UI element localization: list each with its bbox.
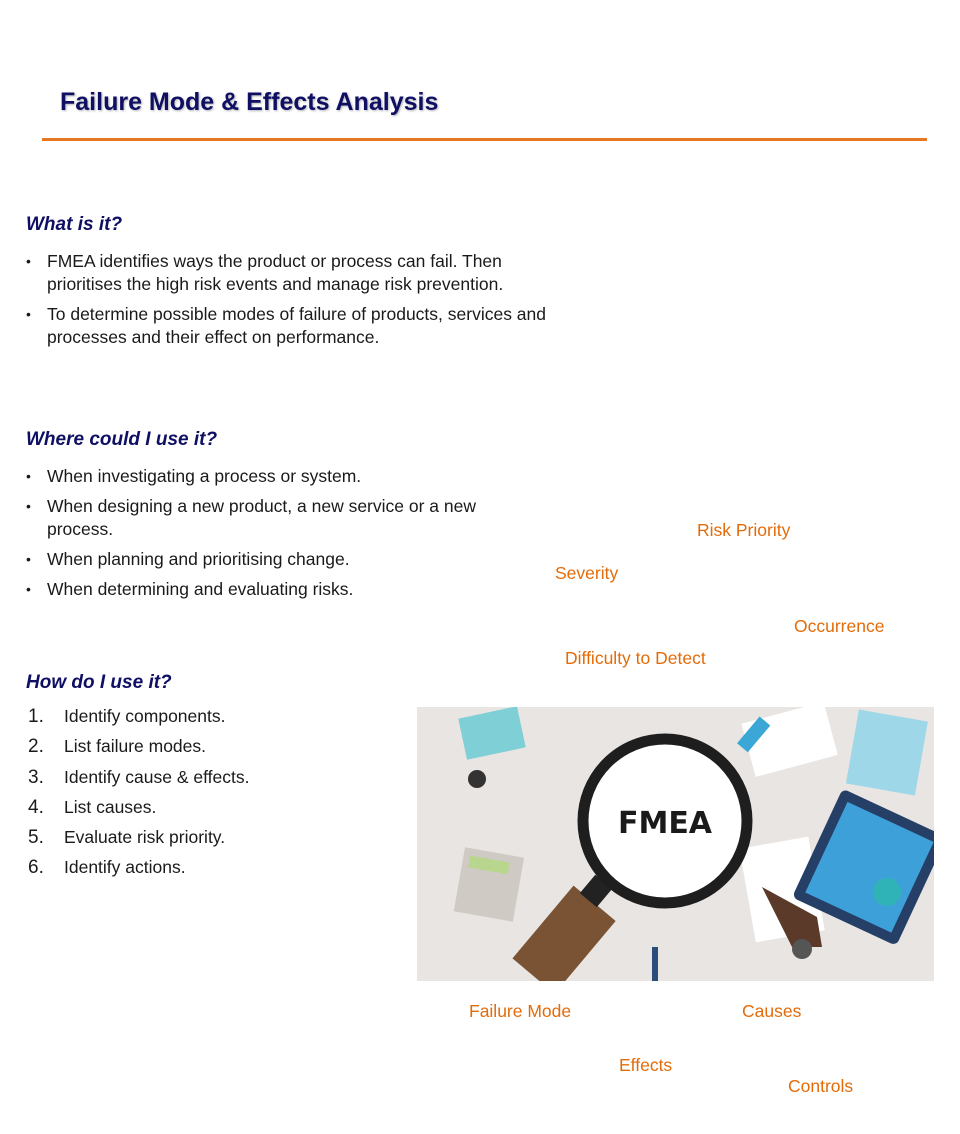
label-effects: Effects <box>619 1055 673 1075</box>
fmea-illustration <box>417 707 934 981</box>
title-divider <box>42 138 927 141</box>
bullet-icon: • <box>26 498 31 514</box>
what-list <box>26 250 546 356</box>
label-causes: Causes <box>742 1001 802 1021</box>
fmea-text: FMEA <box>617 806 713 841</box>
step-item: 5. Evaluate risk priority. <box>28 827 226 849</box>
label-occurrence: Occurrence <box>794 616 885 636</box>
label-failure-mode: Failure Mode <box>469 1001 572 1021</box>
bullet-icon: • <box>26 581 31 597</box>
label-difficulty-to-detect: Difficulty to Detect <box>565 648 706 668</box>
step-item: 1. Identify components. <box>28 706 226 727</box>
label-controls: Controls <box>788 1076 854 1096</box>
list-item: • To determine possible modes of failure of products, services and processes and their effect on performance. <box>26 304 547 347</box>
bullet-icon: • <box>26 306 31 322</box>
list-item: • When planning and prioritising change. <box>26 549 350 569</box>
list-item: • When investigating a process or system. <box>26 466 362 486</box>
label-risk-priority: Risk Priority <box>697 520 791 540</box>
where-list <box>26 465 516 608</box>
step-item: 2. List failure modes. <box>28 736 207 758</box>
page-title: Failure Mode & Effects Analysis <box>60 88 439 116</box>
bullet-icon: • <box>26 551 31 567</box>
calculator-icon <box>454 847 524 921</box>
list-item: • When determining and evaluating risks. <box>26 579 354 599</box>
how-heading: How do I use it? <box>26 672 172 693</box>
list-item: • When designing a new product, a new service or a new process. <box>26 496 476 539</box>
bullet-icon: • <box>26 468 31 484</box>
watch-icon <box>468 770 486 788</box>
paper-icon <box>846 709 928 795</box>
step-item: 4. List causes. <box>28 796 157 818</box>
step-item: 3. Identify cause & effects. <box>28 766 250 788</box>
where-heading: Where could I use it? <box>26 429 218 450</box>
step-item: 6. Identify actions. <box>28 857 186 879</box>
label-severity: Severity <box>555 563 619 583</box>
how-steps <box>28 706 249 888</box>
list-item: • FMEA identifies ways the product or process can fail. Then prioritises the high risk events and manage risk prevention. <box>26 251 504 294</box>
what-heading: What is it? <box>26 214 123 235</box>
pen-icon <box>652 947 658 981</box>
bullet-icon: • <box>26 253 31 269</box>
